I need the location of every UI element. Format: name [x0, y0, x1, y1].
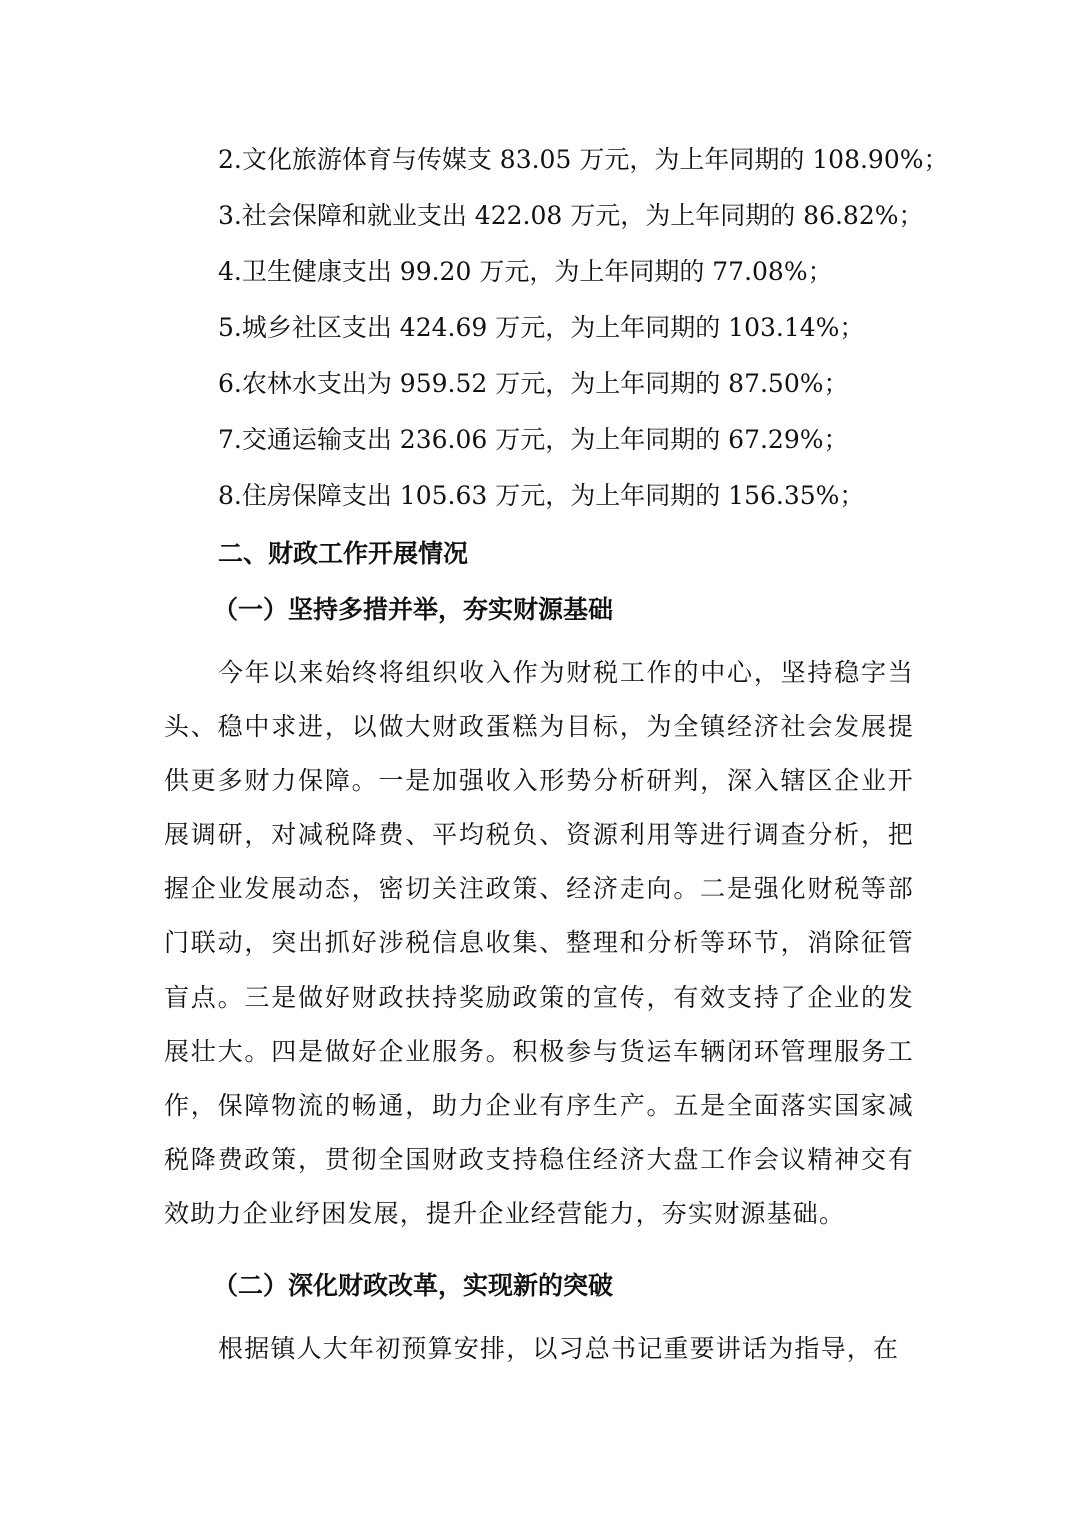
section-heading: 二、财政工作开展情况	[218, 539, 469, 568]
subsection-1-heading: （一）坚持多措并举，夯实财源基础	[213, 595, 614, 624]
expense-item-transport: 7.交通运输支出 236.06 万元，为上年同期的 67.29%；	[218, 425, 849, 454]
subsection-2-heading: （二）深化财政改革，实现新的突破	[213, 1271, 614, 1300]
expense-item-health: 4.卫生健康支出 99.20 万元，为上年同期的 77.08%；	[218, 257, 833, 286]
expense-item-urban-rural: 5.城乡社区支出 424.69 万元，为上年同期的 103.14%；	[218, 313, 865, 342]
expense-item-housing: 8.住房保障支出 105.63 万元，为上年同期的 156.35%；	[218, 481, 865, 510]
expense-item-culture: 2.文化旅游体育与传媒支 83.05 万元，为上年同期的 108.90%；	[218, 145, 949, 174]
subsection-1-paragraph: 今年以来始终将组织收入作为财税工作的中心，坚持稳字当头、稳中求进，以做大财政蛋糕为目标，为全镇经济社会发展提供更多财力保障。一是加强收入形势分析研判，深入辖区企业开展调研，对减税降费、平均税负、资源利用等进行调查分析，把握企业发展动态，密切关注政策、经济走向。二是强化财税等部门联动，突出抓好涉税信息收集、整理和分析等环节，消除征管盲点。三是做好财政扶持奖励政策的宣传，有效支持了企业的发展壮大。四是做好企业服务。积极参与货运车辆闭环管理服务工作，保障物流的畅通，助力企业有序生产。五是全面落实国家减税降费政策，贯彻全国财政支持稳住经济大盘工作会议精神交有效助力企业纾困发展，提升企业经营能力，夯实财源基础。	[164, 658, 914, 1228]
expense-item-social-security: 3.社会保障和就业支出 422.08 万元，为上年同期的 86.82%；	[218, 201, 924, 230]
expense-item-agriculture: 6.农林水支出为 959.52 万元，为上年同期的 87.50%；	[218, 369, 849, 398]
subsection-2-paragraph: 根据镇人大年初预算安排，以习总书记重要讲话为指导，在	[218, 1334, 900, 1363]
